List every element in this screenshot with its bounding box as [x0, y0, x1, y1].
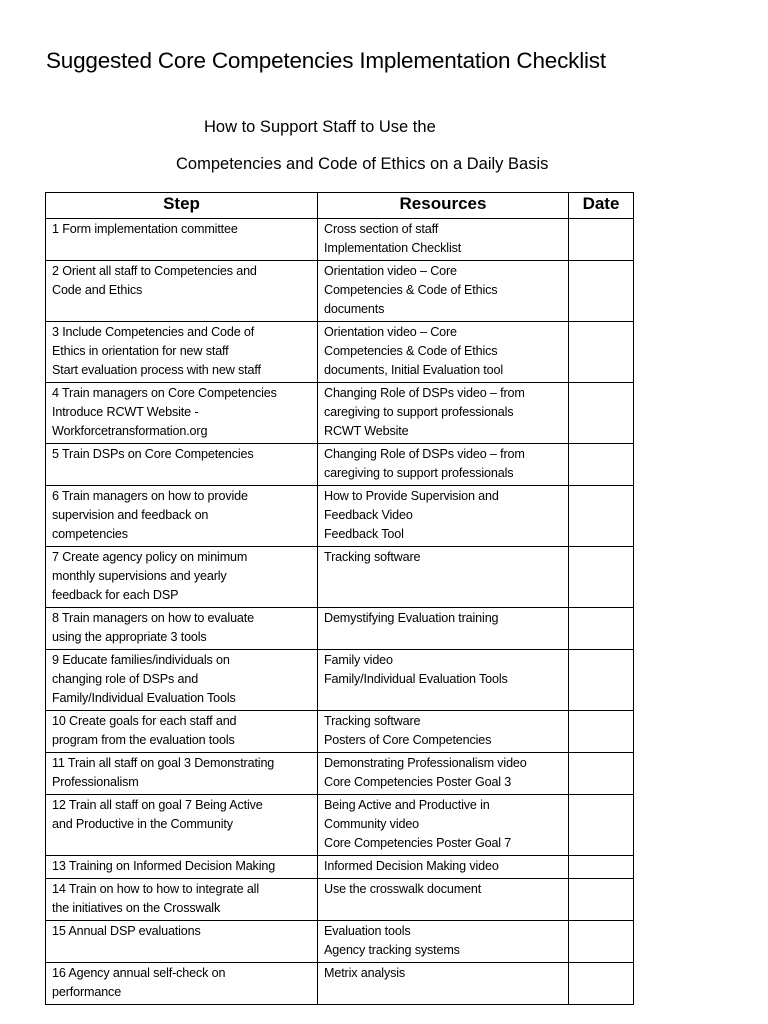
resource-text-line: Posters of Core Competencies	[324, 733, 492, 747]
resources-cell	[318, 219, 569, 261]
resource-text-line: Demonstrating Professionalism video	[324, 756, 527, 770]
step-text-line: feedback for each DSP	[52, 588, 179, 602]
table-row	[46, 383, 634, 444]
column-header-resources: Resources	[318, 193, 569, 219]
step-text-line: competencies	[52, 527, 128, 541]
step-cell	[46, 383, 318, 444]
resource-text-line: Demystifying Evaluation training	[324, 611, 499, 625]
resource-text-line: Community video	[324, 817, 420, 831]
step-cell	[46, 608, 318, 650]
step-text-line: 16 Agency annual self-check on	[52, 966, 226, 980]
step-text-line: Family/Individual Evaluation Tools	[52, 691, 236, 705]
table-row	[46, 486, 634, 547]
resource-text-line: Metrix analysis	[324, 966, 406, 980]
table-row	[46, 444, 634, 486]
resource-text-line: Core Competencies Poster Goal 3	[324, 775, 512, 789]
step-text-line: performance	[52, 985, 122, 999]
step-text-line: 8 Train managers on how to evaluate	[52, 611, 254, 625]
table-row	[46, 650, 634, 711]
subtitle-line-1: How to Support Staff to Use the	[204, 118, 436, 136]
table-row	[46, 547, 634, 608]
step-text-line: 14 Train on how to how to integrate all	[52, 882, 259, 896]
step-cell	[46, 921, 318, 963]
step-text-line: 10 Create goals for each staff and	[52, 714, 237, 728]
checklist-table	[45, 192, 634, 1005]
step-cell	[46, 963, 318, 1005]
resource-text-line: Competencies & Code of Ethics	[324, 344, 498, 358]
resources-cell	[318, 963, 569, 1005]
resources-cell	[318, 795, 569, 856]
step-text-line: Introduce RCWT Website -	[52, 405, 199, 419]
step-cell	[46, 547, 318, 608]
resource-text-line: Changing Role of DSPs video – from	[324, 447, 525, 461]
table-row	[46, 879, 634, 921]
step-text-line: 3 Include Competencies and Code of	[52, 325, 255, 339]
resource-text-line: Family video	[324, 653, 393, 667]
step-cell	[46, 795, 318, 856]
step-text-line: 2 Orient all staff to Competencies and	[52, 264, 257, 278]
step-text-line: changing role of DSPs and	[52, 672, 199, 686]
date-cell[interactable]	[569, 879, 634, 921]
date-cell[interactable]	[569, 753, 634, 795]
resource-text-line: Being Active and Productive in	[324, 798, 490, 812]
resources-cell	[318, 711, 569, 753]
step-cell	[46, 444, 318, 486]
page-title: Suggested Core Competencies Implementation Checklist	[46, 48, 606, 73]
step-cell	[46, 322, 318, 383]
resource-text-line: documents, Initial Evaluation tool	[324, 363, 504, 377]
date-cell[interactable]	[569, 444, 634, 486]
step-text-line: 11 Train all staff on goal 3 Demonstrating	[52, 756, 275, 770]
resource-text-line: Cross section of staff	[324, 222, 439, 236]
resource-text-line: Implementation Checklist	[324, 241, 462, 255]
step-text-line: 5 Train DSPs on Core Competencies	[52, 447, 254, 461]
date-cell[interactable]	[569, 322, 634, 383]
step-text-line: 15 Annual DSP evaluations	[52, 924, 201, 938]
resource-text-line: Changing Role of DSPs video – from	[324, 386, 525, 400]
date-cell[interactable]	[569, 261, 634, 322]
resources-cell	[318, 547, 569, 608]
column-header-date: Date	[569, 193, 634, 219]
resource-text-line: Feedback Video	[324, 508, 413, 522]
resources-cell	[318, 608, 569, 650]
resource-text-line: Orientation video – Core	[324, 325, 457, 339]
resource-text-line: Competencies & Code of Ethics	[324, 283, 498, 297]
table-row	[46, 261, 634, 322]
column-header-step: Step	[46, 193, 318, 219]
resource-text-line: Evaluation tools	[324, 924, 411, 938]
step-cell	[46, 261, 318, 322]
resources-cell	[318, 486, 569, 547]
table-row	[46, 322, 634, 383]
resources-cell	[318, 383, 569, 444]
resource-text-line: Family/Individual Evaluation Tools	[324, 672, 508, 686]
step-text-line: 9 Educate families/individuals on	[52, 653, 230, 667]
resource-text-line: caregiving to support professionals	[324, 466, 514, 480]
resource-text-line: Tracking software	[324, 714, 421, 728]
date-cell[interactable]	[569, 608, 634, 650]
resource-text-line: caregiving to support professionals	[324, 405, 514, 419]
resource-text-line: How to Provide Supervision and	[324, 489, 499, 503]
table-row	[46, 711, 634, 753]
resources-cell	[318, 444, 569, 486]
table-row	[46, 795, 634, 856]
resource-text-line: RCWT Website	[324, 424, 409, 438]
resources-cell	[318, 261, 569, 322]
step-text-line: and Productive in the Community	[52, 817, 233, 831]
resource-text-line: Tracking software	[324, 550, 421, 564]
step-cell	[46, 856, 318, 879]
table-row	[46, 921, 634, 963]
step-text-line: Start evaluation process with new staff	[52, 363, 261, 377]
step-text-line: using the appropriate 3 tools	[52, 630, 207, 644]
resources-cell	[318, 322, 569, 383]
resources-cell	[318, 650, 569, 711]
table-row	[46, 608, 634, 650]
resource-text-line: Feedback Tool	[324, 527, 404, 541]
resources-cell	[318, 856, 569, 879]
step-text-line: 7 Create agency policy on minimum	[52, 550, 248, 564]
step-text-line: 12 Train all staff on goal 7 Being Active	[52, 798, 263, 812]
resources-cell	[318, 879, 569, 921]
step-cell	[46, 711, 318, 753]
date-cell[interactable]	[569, 547, 634, 608]
step-cell	[46, 650, 318, 711]
step-cell	[46, 879, 318, 921]
step-text-line: 6 Train managers on how to provide	[52, 489, 248, 503]
table-row	[46, 753, 634, 795]
table-row	[46, 856, 634, 879]
date-cell[interactable]	[569, 921, 634, 963]
date-cell[interactable]	[569, 711, 634, 753]
step-text-line: the initiatives on the Crosswalk	[52, 901, 221, 915]
date-cell[interactable]	[569, 650, 634, 711]
step-text-line: Ethics in orientation for new staff	[52, 344, 229, 358]
date-cell[interactable]	[569, 486, 634, 547]
date-cell[interactable]	[569, 383, 634, 444]
resources-cell	[318, 921, 569, 963]
step-text-line: 1 Form implementation committee	[52, 222, 238, 236]
date-cell[interactable]	[569, 963, 634, 1005]
step-text-line: 13 Training on Informed Decision Making	[52, 859, 276, 873]
date-cell[interactable]	[569, 795, 634, 856]
resources-cell	[318, 753, 569, 795]
resource-text-line: Use the crosswalk document	[324, 882, 482, 896]
step-cell	[46, 753, 318, 795]
step-cell	[46, 219, 318, 261]
step-text-line: supervision and feedback on	[52, 508, 209, 522]
resource-text-line: Orientation video – Core	[324, 264, 457, 278]
step-text-line: program from the evaluation tools	[52, 733, 235, 747]
step-text-line: Workforcetransformation.org	[52, 424, 208, 438]
table-row	[46, 219, 634, 261]
subtitle-line-2: Competencies and Code of Ethics on a Daily Basis	[176, 155, 549, 173]
resource-text-line: Agency tracking systems	[324, 943, 460, 957]
date-cell[interactable]	[569, 856, 634, 879]
step-text-line: Code and Ethics	[52, 283, 143, 297]
step-text-line: Professionalism	[52, 775, 139, 789]
resource-text-line: documents	[324, 302, 385, 316]
step-text-line: 4 Train managers on Core Competencies	[52, 386, 277, 400]
step-cell	[46, 486, 318, 547]
resource-text-line: Core Competencies Poster Goal 7	[324, 836, 512, 850]
table-row	[46, 963, 634, 1005]
date-cell[interactable]	[569, 219, 634, 261]
resource-text-line: Informed Decision Making video	[324, 859, 499, 873]
step-text-line: monthly supervisions and yearly	[52, 569, 227, 583]
header-row	[46, 193, 634, 219]
